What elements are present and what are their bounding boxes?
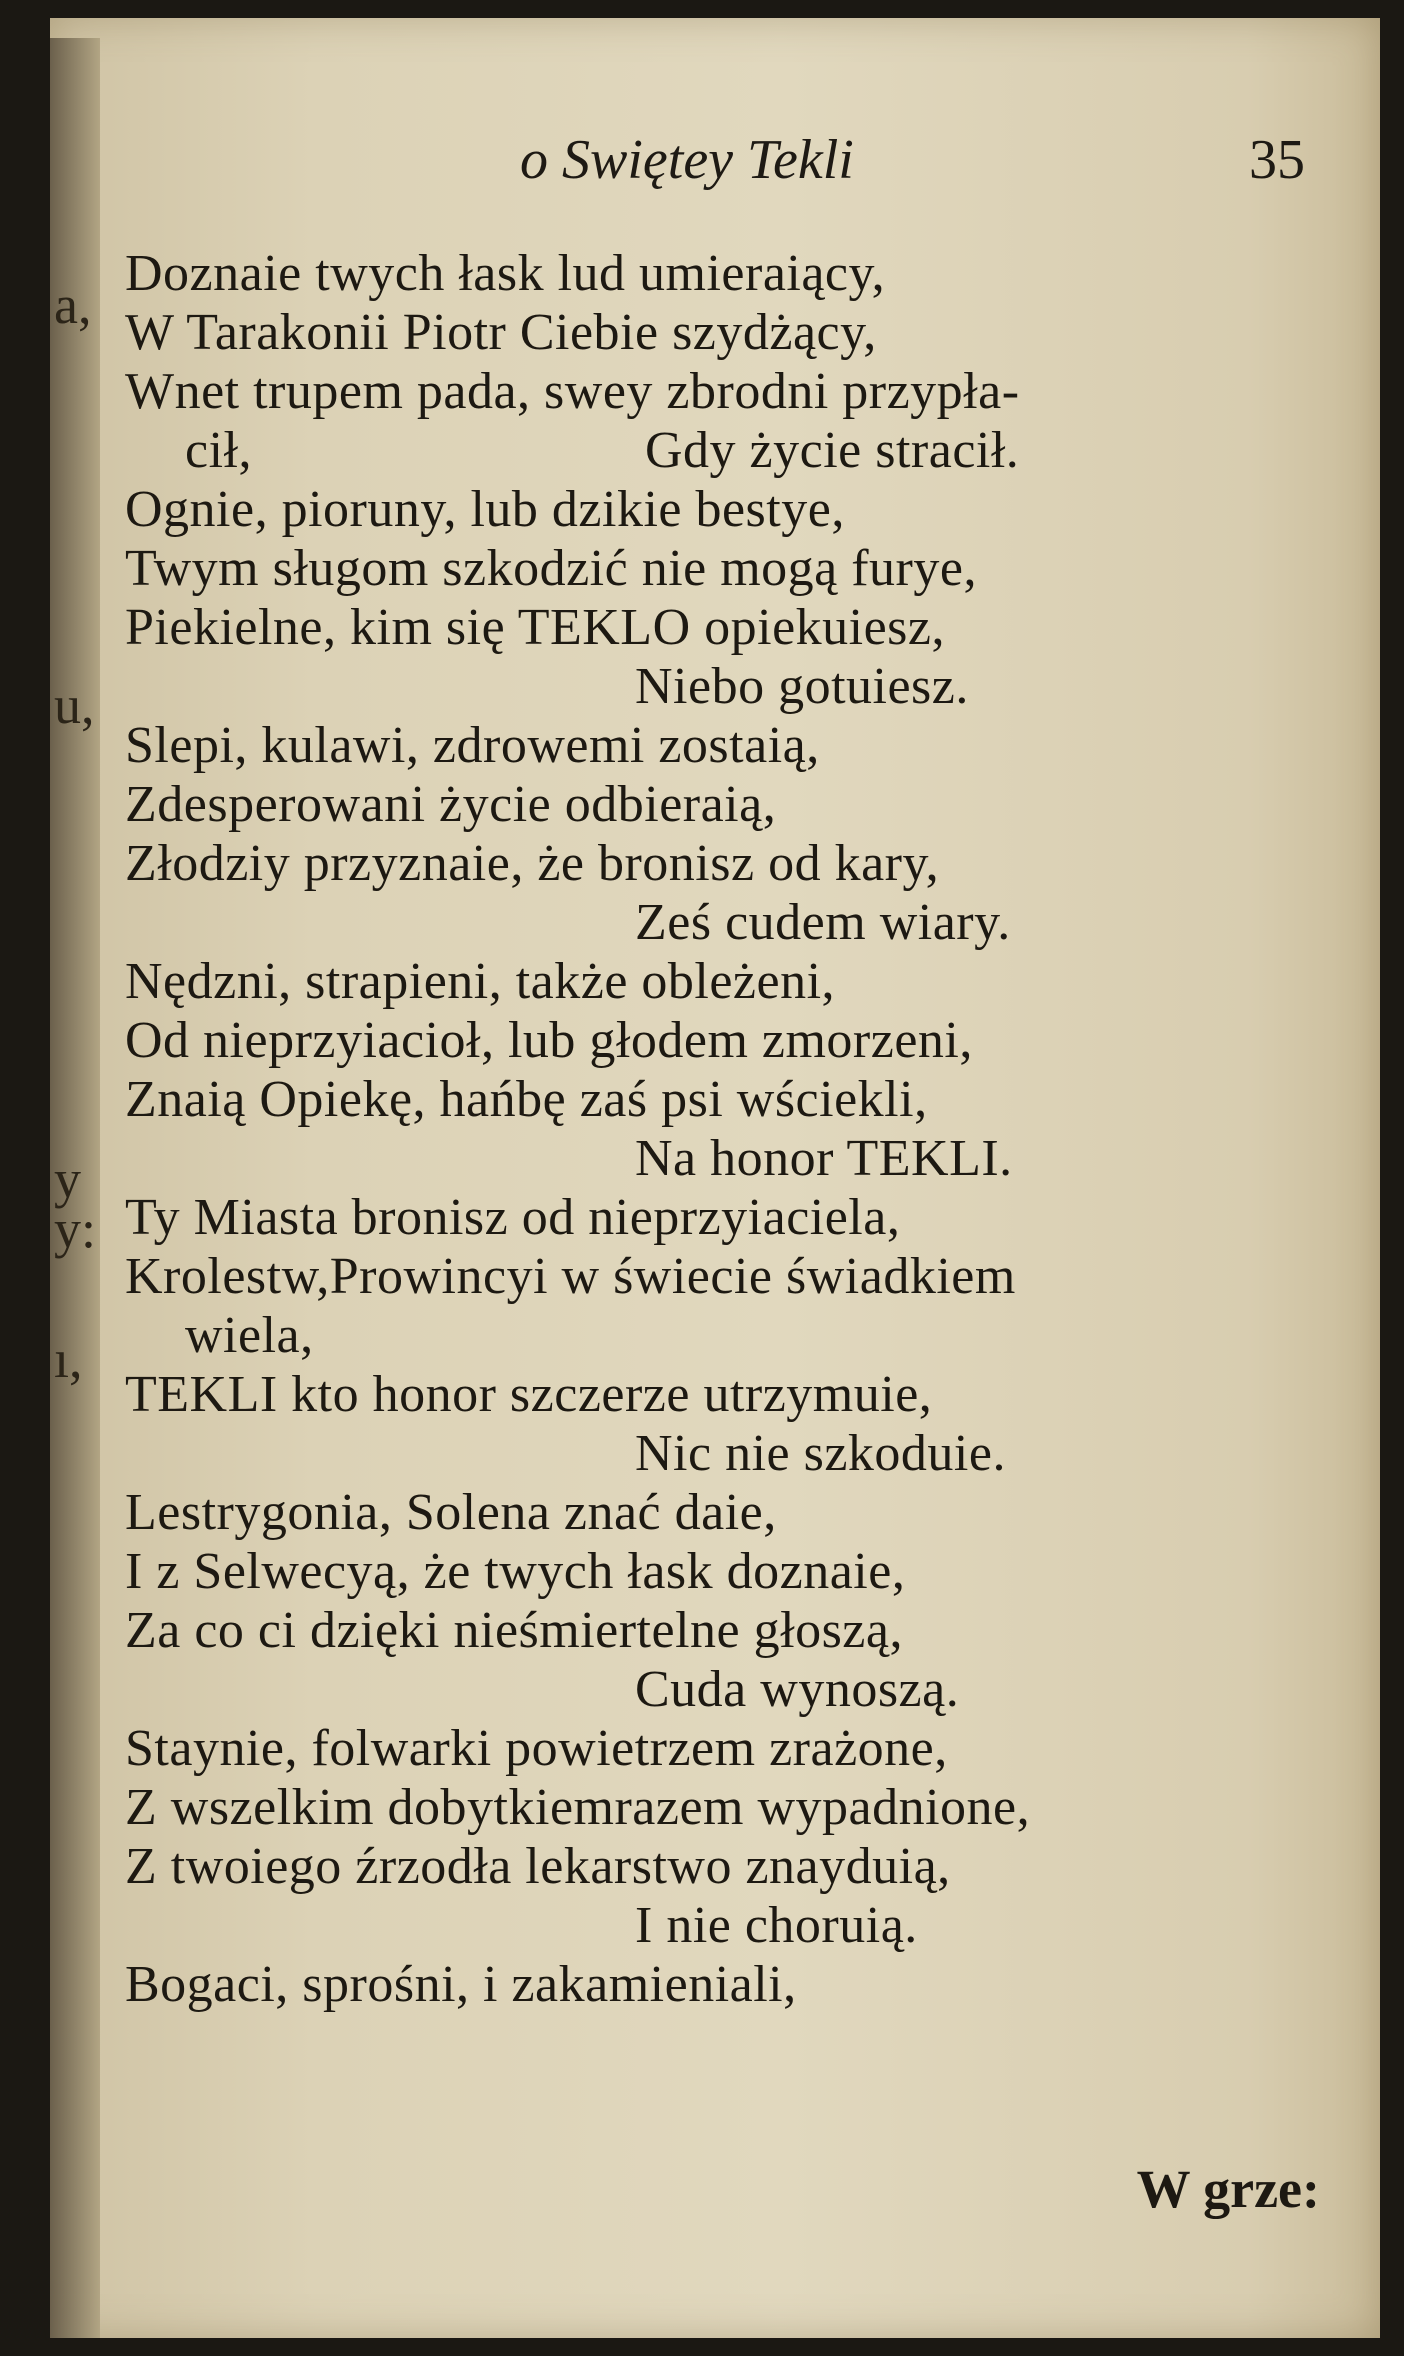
verse-line: Wnet trupem pada, swey zbrodni przypła-: [125, 363, 1020, 420]
margin-fragment: y:: [54, 1199, 97, 1259]
margin-fragment: u,: [54, 675, 95, 735]
verse-line: Złodziy przyznaie, że bronisz od kary,: [125, 835, 940, 892]
verse-line: Twym sługom szkodzić nie mogą furye,: [125, 540, 977, 597]
verse-line: Lestrygonia, Solena znać daie,: [125, 1484, 777, 1541]
verse-line: Piekielne, kim się TEKLO opiekuiesz,: [125, 599, 945, 656]
verse-refrain: Ześ cudem wiary.: [635, 894, 1011, 951]
verse-line: Ty Miasta bronisz od nieprzyiaciela,: [125, 1189, 901, 1246]
verse-line-continuation: cił,: [185, 422, 252, 479]
verse-line: Doznaie twych łask lud umieraiący,: [125, 245, 886, 302]
verse-refrain: Niebo gotuiesz.: [635, 658, 969, 715]
running-title: o Swiętey Tekli: [520, 129, 854, 191]
margin-fragment: y: [54, 1149, 81, 1209]
verse-line: Od nieprzyiacioł, lub głodem zmorzeni,: [125, 1012, 973, 1069]
page-number: 35: [1249, 129, 1305, 191]
verse-refrain: Nic nie szkoduie.: [635, 1425, 1006, 1482]
verse-line: Nędzni, strapieni, także obleżeni,: [125, 953, 836, 1010]
page-header: [130, 128, 1330, 198]
catchword: W grze:: [1136, 2159, 1320, 2219]
verse-refrain: Na honor TEKLI.: [635, 1130, 1013, 1187]
previous-page-edge: [50, 38, 100, 2338]
verse-line: Krolestw,Prowincyi w świecie świadkiem: [125, 1248, 1016, 1305]
verse-line: Z twoiego źrzodła lekarstwo znayduią,: [125, 1838, 951, 1895]
poem-text: [125, 244, 1335, 2014]
verse-line: Bogaci, sprośni, i zakamieniali,: [125, 1956, 797, 2013]
verse-line: I z Selwecyą, że twych łask doznaie,: [125, 1543, 906, 1600]
verse-refrain: Cuda wynoszą.: [635, 1661, 960, 1718]
verse-line: Ognie, pioruny, lub dzikie bestye,: [125, 481, 845, 538]
verse-refrain: Gdy życie stracił.: [645, 422, 1020, 479]
verse-line: Zdesperowani życie odbieraią,: [125, 776, 777, 833]
book-page: [50, 18, 1380, 2338]
verse-line: Slepi, kulawi, zdrowemi zostaią,: [125, 717, 820, 774]
verse-line: Znaią Opiekę, hańbę zaś psi wściekli,: [125, 1071, 928, 1128]
margin-fragment: a,: [54, 275, 92, 335]
verse-line: TEKLI kto honor szczerze utrzymuie,: [125, 1366, 933, 1423]
verse-line: Z wszelkim dobytkiemrazem wypadnione,: [125, 1779, 1031, 1836]
margin-fragment: ı,: [54, 1329, 83, 1389]
verse-line: W Tarakonii Piotr Ciebie szydżący,: [125, 304, 877, 361]
verse-line-continuation: wiela,: [185, 1307, 314, 1364]
verse-refrain: I nie choruią.: [635, 1897, 918, 1954]
verse-line: Za co ci dzięki nieśmiertelne głoszą,: [125, 1602, 903, 1659]
verse-line: Staynie, folwarki powietrzem zrażone,: [125, 1720, 948, 1777]
